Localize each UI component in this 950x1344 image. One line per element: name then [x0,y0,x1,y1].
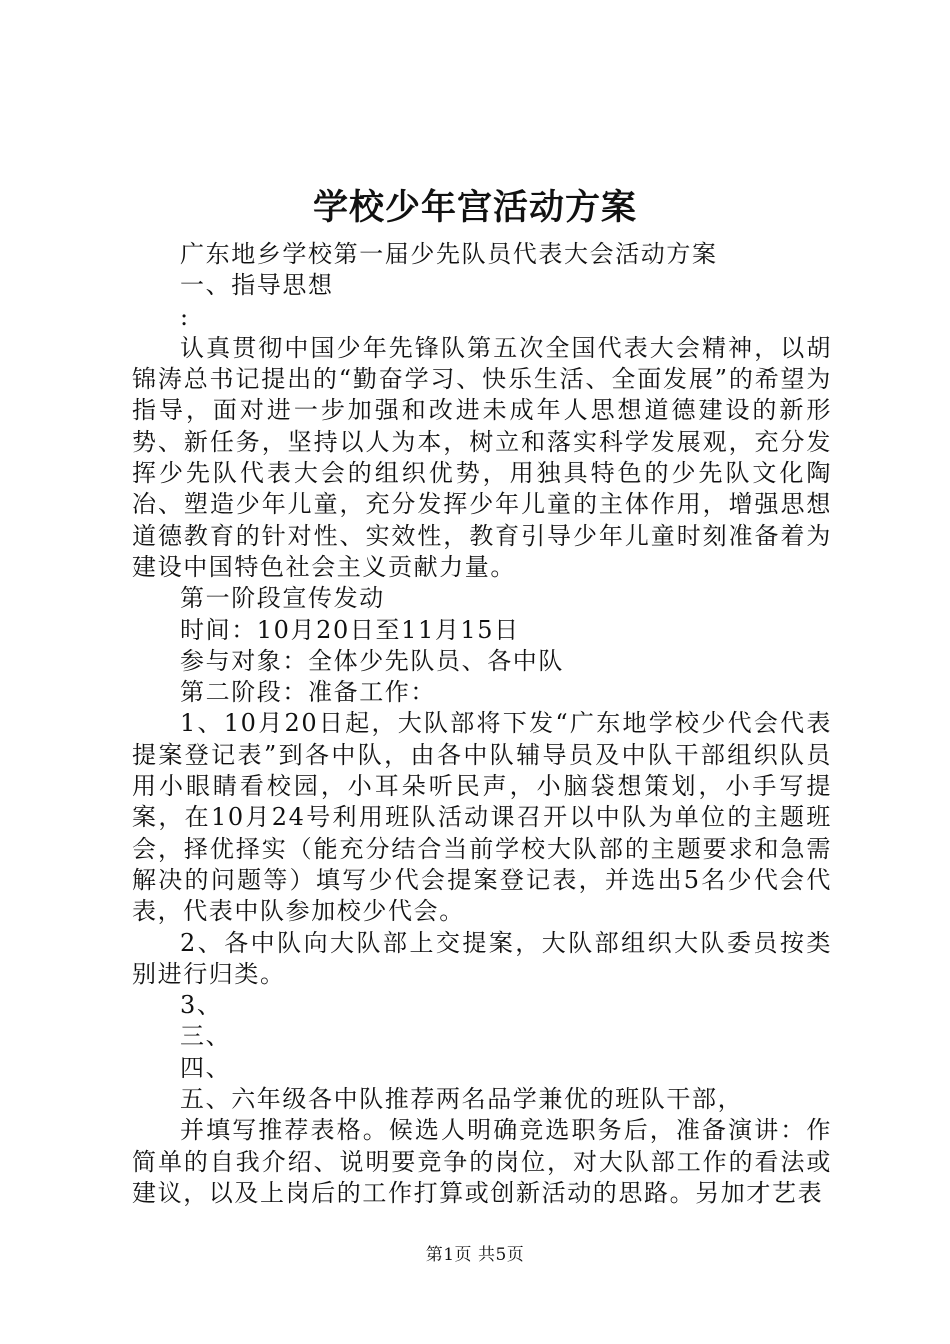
paragraph-stage-two: 第二阶段：准备工作： [180,678,436,707]
paragraph-participants: 参与对象：全体少先队员、各中队 [180,646,564,675]
paragraph-stage-one: 第一阶段宣传发动 [180,584,385,613]
page-footer: 第1页 共5页 [425,1245,525,1265]
paragraph-item-1: 1、10月20日起，大队部将下发“广东地学校少代会代表提案登记表”到各中队，由各中队辅导员及中队干部组织队员用小眼睛看校园，小耳朵听民声，小脑袋想策划，小手写提案，在10月24号利用班队活动课召开以中队为单位的主题班会，择优择实（能充分结合当前学校大队部的主题要求和急需解决的问题等）填写少代会提案登记表，并选出5名少代会代表，代表中队参加校少代会。 [132,709,832,926]
document-body [132,239,832,1209]
paragraph-section-four: 四、 [180,1053,232,1082]
paragraph-section-heading: 一、指导思想 [180,271,334,300]
paragraph-item-3: 3、 [180,991,223,1020]
document-title: 学校少年宫活动方案 [312,187,637,228]
paragraph-subtitle: 广东地乡学校第一届少先队员代表大会活动方案 [180,240,718,268]
paragraph-recommendation: 并填写推荐表格。候选人明确竞选职务后，准备演讲：作简单的自我介绍、说明要竞争的岗位，对大队部工作的看法或建议，以及上岗后的工作打算或创新活动的思路。另加才艺表 [132,1116,832,1207]
paragraph-guiding-thought: 认真贯彻中国少年先锋队第五次全国代表大会精神，以胡锦涛总书记提出的“勤奋学习、快乐生活、全面发展”的希望为指导，面对进一步加强和改进未成年人思想道德建设的新形势、新任务，坚持以人为本，树立和落实科学发展观，充分发挥少先队代表大会的组织优势，用独具特色的少先队文化陶冶、塑造少年儿童，充分发挥少年儿童的主体作用，增强思想道德教育的针对性、实效性，教育引导少年儿童时刻准备着为建设中国特色社会主义贡献力量。 [132,333,832,581]
paragraph-item-2: 2、各中队向大队部上交提案，大队部组织大队委员按类别进行归类。 [132,928,832,988]
paragraph-section-three: 三、 [180,1022,232,1051]
paragraph-colon: : [180,302,190,331]
paragraph-section-five: 五、六年级各中队推荐两名品学兼优的班队干部， [180,1085,744,1114]
paragraph-time: 时间：10月20日至11月15日 [180,615,520,644]
